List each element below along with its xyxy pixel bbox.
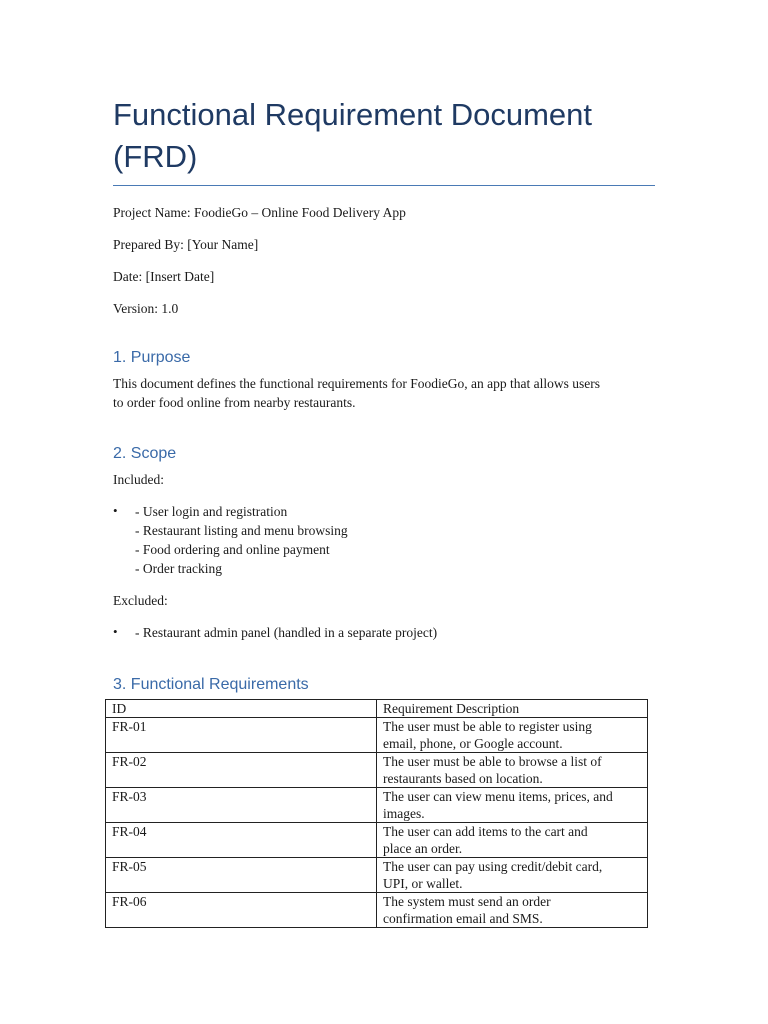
purpose-line-2: to order food online from nearby restaurants. (113, 395, 356, 410)
requirement-description (377, 753, 648, 788)
description-line: The user must be able to register using (383, 719, 592, 734)
included-list (113, 502, 655, 578)
bullet-icon: • (113, 503, 118, 518)
requirement-id: FR-01 (106, 718, 377, 753)
description-line: confirmation email and SMS. (383, 911, 543, 926)
list-item: - Restaurant listing and menu browsing (135, 523, 348, 538)
list-item: - Restaurant admin panel (handled in a separate project) (135, 625, 438, 640)
table-row (106, 753, 648, 788)
requirement-description (377, 893, 648, 928)
table-row (106, 788, 648, 823)
list-item: - Order tracking (135, 561, 222, 576)
functional-requirements-heading: 3. Functional Requirements (113, 676, 309, 693)
description-line: The user can view menu items, prices, and (383, 789, 613, 804)
document-title: Functional Requirement Document (FRD) (113, 94, 655, 186)
description-line: The user can pay using credit/debit card, (383, 859, 603, 874)
description-line: email, phone, or Google account. (383, 736, 563, 751)
description-line: UPI, or wallet. (383, 876, 463, 891)
document-meta (113, 204, 655, 318)
project-name: Project Name: FoodieGo – Online Food Delivery App (113, 205, 406, 220)
description-line: The system must send an order (383, 894, 551, 909)
description-line: The user can add items to the cart and (383, 824, 588, 839)
table-row (106, 893, 648, 928)
requirement-id: FR-03 (106, 788, 377, 823)
excluded-list (113, 623, 655, 642)
table-row (106, 823, 648, 858)
included-label: Included: (113, 472, 164, 487)
column-header-description: Requirement Description (377, 700, 648, 718)
document-version: Version: 1.0 (113, 301, 179, 316)
purpose-text (113, 374, 655, 412)
description-line: The user must be able to browse a list of (383, 754, 602, 769)
prepared-by: Prepared By: [Your Name] (113, 237, 259, 252)
requirement-id: FR-02 (106, 753, 377, 788)
requirement-description (377, 823, 648, 858)
table-row (106, 858, 648, 893)
requirement-id: FR-04 (106, 823, 377, 858)
table-row (106, 718, 648, 753)
purpose-line-1: This document defines the functional requirements for FoodieGo, an app that allows users (113, 376, 601, 391)
document-body (112, 94, 655, 926)
list-item: - User login and registration (135, 504, 288, 519)
requirement-id: FR-06 (106, 893, 377, 928)
description-line: place an order. (383, 841, 463, 856)
description-line: images. (383, 806, 425, 821)
requirement-description (377, 858, 648, 893)
table-header-row (106, 700, 648, 718)
column-header-id: ID (106, 700, 377, 718)
excluded-label: Excluded: (113, 593, 168, 608)
requirement-id: FR-05 (106, 858, 377, 893)
bullet-icon: • (113, 624, 118, 639)
list-item: - Food ordering and online payment (135, 542, 330, 557)
description-line: restaurants based on location. (383, 771, 543, 786)
scope-heading: 2. Scope (113, 445, 177, 462)
purpose-heading: 1. Purpose (113, 349, 191, 366)
requirement-description (377, 718, 648, 753)
requirements-table (105, 699, 648, 928)
document-date: Date: [Insert Date] (113, 269, 215, 284)
requirement-description (377, 788, 648, 823)
